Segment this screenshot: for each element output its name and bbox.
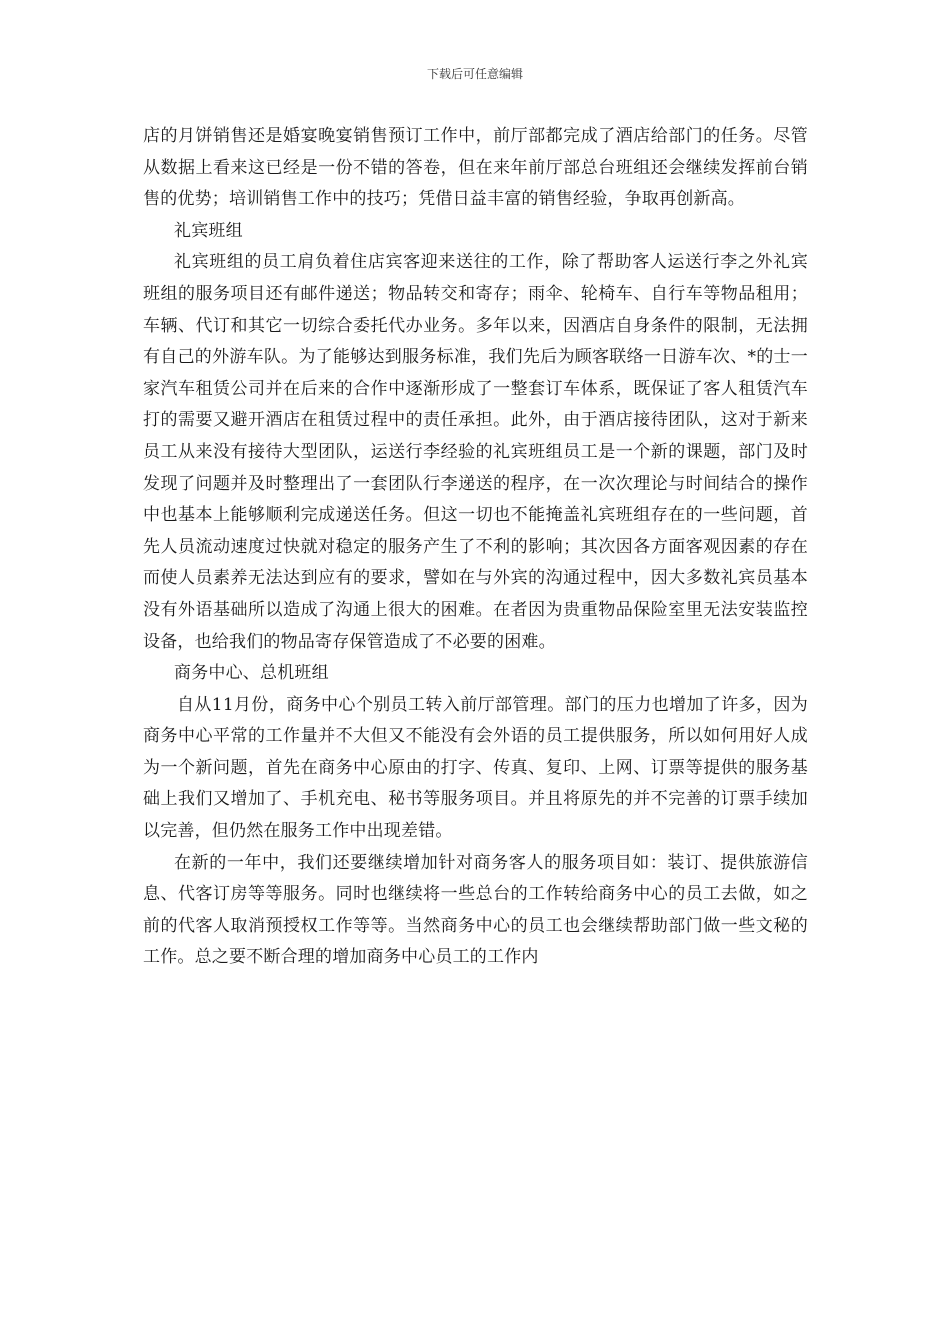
paragraph-new-year-plan: 在新的一年中，我们还要继续增加针对商务客人的服务项目如：装订、提供旅游信息、代客订房等等服务。同时也继续将一些总台的工作转给商务中心的员工去做，如之前的代客人取消预授权工作等等。当然商务中心的员工也会继续帮助部门做一些文秘的工作。总之要不断合理的增加商务中心员工的工作内 <box>143 852 808 968</box>
paragraph-business-center: 自从11月份，商务中心个别员工转入前厅部管理。部门的压力也增加了许多，因为商务中心平常的工作量并不大但又不能没有会外语的员工提供服务，所以如何用好人成为一个新问题，首先在商务中心原由的打字、传真、复印、上网、订票等提供的服务基础上我们又增加了、手机充电、秘书等服务项目。并且将原先的并不完善的订票手续加以完善，但仍然在服务工作中出现差错。 <box>143 694 808 842</box>
section-heading-business-center: 商务中心、总机班组 <box>174 663 329 684</box>
document-body <box>143 121 808 974</box>
section-heading-concierge: 礼宾班组 <box>174 220 243 241</box>
page-header-note: 下载后可任意编辑 <box>426 67 523 81</box>
paragraph-sales-summary: 店的月饼销售还是婚宴晚宴销售预订工作中，前厅部都完成了酒店给部门的任务。尽管从数据上看来这已经是一份不错的答卷，但在来年前厅部总台班组还会继续发挥前台销售的优势；培训销售工作中的技巧；凭借日益丰富的销售经验，争取再创新高。 <box>143 126 808 210</box>
paragraph-concierge: 礼宾班组的员工肩负着住店宾客迎来送往的工作，除了帮助客人运送行李之外礼宾班组的服务项目还有邮件递送；物品转交和寄存；雨伞、轮椅车、自行车等物品租用；车辆、代订和其它一切综合委托代办业务。多年以来，因酒店自身条件的限制，无法拥有自己的外游车队。为了能够达到服务标准，我们先后为顾客联络一日游车次、*的士一家汽车租赁公司并在后来的合作中逐渐形成了一整套订车体系，既保证了客人租赁汽车打的需要又避开酒店在租赁过程中的责任承担。此外，由于酒店接待团队，这对于新来员工从来没有接待大型团队，运送行李经验的礼宾班组员工是一个新的课题，部门及时发现了问题并及时整理出了一套团队行李递送的程序，在一次次理论与时间结合的操作中也基本上能够顺利完成递送任务。但这一切也不能掩盖礼宾班组存在的一些问题，首先人员流动速度过快就对稳定的服务产生了不利的影响；其次因各方面客观因素的存在而使人员素养无法达到应有的要求，譬如在与外宾的沟通过程中，因大多数礼宾员基本没有外语基础所以造成了沟通上很大的困难。在者因为贵重物品保险室里无法安装监控设备，也给我们的物品寄存保管造成了不必要的困难。 <box>143 252 808 652</box>
